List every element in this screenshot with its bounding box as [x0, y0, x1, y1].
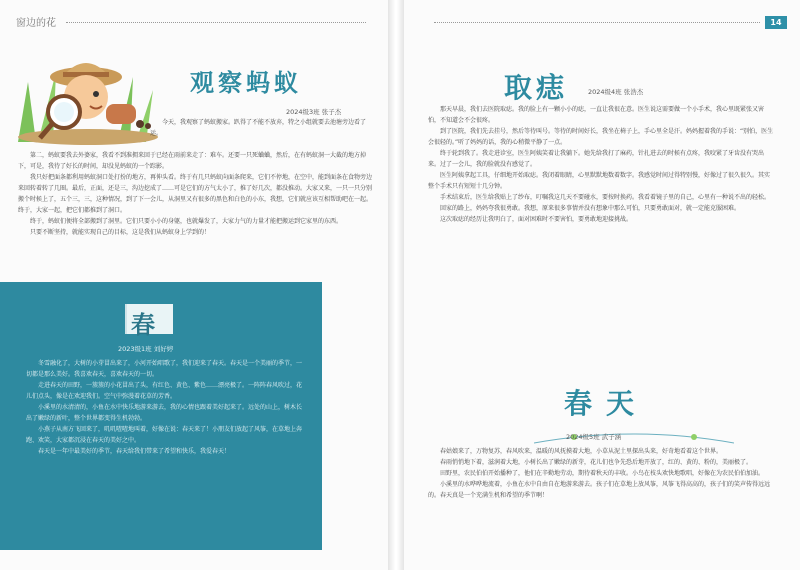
paragraph: 春姑娘来了，万物复苏，春风吹来，温暖的风抚摸着大地，小草从泥土里探出头来，好奇地看着这个世界。: [440, 448, 723, 455]
paragraph: 终于轮到我了。我走进诊室，医生阿姨笑着让我躺下。她先给我打了麻药，针扎进去的时候有点疼，我咬紧了牙齿没有哭出来。过了一会儿，我的脸就没有感觉了。: [428, 150, 765, 168]
byline-acne: 2024级4班 张浩杰: [588, 88, 644, 96]
paragraph: 回家的路上，妈妈夸我很勇敢。我想，原来很多事情并没有想象中那么可怕，只要勇敢面对，就一定能克服困难。: [440, 205, 741, 212]
cartoon-boy-magnifier-illustration: [8, 42, 163, 147]
spring-2-body: [428, 446, 774, 501]
book-spine: [388, 0, 404, 570]
paragraph: 冬雪融化了，大树的小芽冒出来了，小河开始唱歌了，我们迎来了春天。春天是一个美丽的季节，一切都是那么美好。我喜欢春天，喜欢春天的一切。: [26, 360, 302, 378]
paragraph: 手术结束后，医生给我贴上了纱布，叮嘱我这几天不要碰水，要按时换药。我看着镜子里的自己，心里有一种说不出的轻松。: [440, 194, 771, 201]
byline-observe-ants: 2024级3班 张子杰: [286, 108, 342, 116]
byline-spring-2: 2024级5班 武子涵: [566, 433, 622, 441]
spring-body: [26, 358, 302, 457]
paragraph: 医生阿姨拿起工具，仔细地开始取痣。我闭着眼睛，心里默默地数着数字。我感觉时间过得特别慢，好像过了很久很久。其实整个手术只有短短十几分钟。: [428, 172, 771, 190]
acne-body: [428, 104, 774, 225]
article-title-spring: 春: [131, 310, 155, 339]
paragraph: 今天，我观察了蚂蚁搬家。趴得了不能不放弃，特之小组就要去池塘旁边看了运。: [150, 119, 367, 137]
running-head: 窗边的花: [16, 18, 56, 29]
right-page: [404, 0, 800, 570]
paragraph: 小燕子从南方飞回来了，叽叽喳喳地叫着，好像在说：春天来了！小朋友们放起了风筝，在草地上奔跑、欢笑，大家都沉浸在春天的美好之中。: [26, 426, 302, 444]
observe-body-top: [150, 117, 375, 139]
paragraph: 田野里，农民伯伯开始播种了，他们在辛勤地劳动，期待着秋天的丰收。小鸟在枝头欢快地歌唱，好像在为农民伯伯加油。: [440, 470, 765, 477]
page-number: 14: [765, 16, 787, 29]
observe-body: [18, 150, 373, 238]
header-rule: [66, 22, 366, 23]
ornament-tree-icon: [534, 425, 734, 447]
paragraph: 小溪里的水哗哗地流着，小鱼在水中自由自在地游来游去。孩子们在草地上放风筝，风筝飞得高高的，孩子们的笑声传得远远的。春天真是一个充满生机和希望的季节啊！: [428, 481, 771, 499]
article-title-spring-2: 春天: [564, 387, 649, 420]
header-rule: [434, 22, 760, 23]
paragraph: 到了医院，我们先去挂号，然后等待叫号。等待的时间好长，我坐在椅子上，手心里全是汗。妈妈握着我的手说：“别怕，医生会很轻的。”听了妈妈的话，我的心稍微平静了一点。: [428, 128, 774, 146]
paragraph: 终于，蚂蚁们便将全部搬到了洞里。它们只要小小的身躯，也就爆发了，大家力气的力量才能把搬运到它家里的东西。: [30, 218, 343, 225]
paragraph: 走进春天的田野，一簇簇的小花冒出了头，有红色、黄色、紫色……漂亮极了。一阵阵春风吹过，花儿们点头，像是在欢迎我们。空气中弥漫着花草的芳香。: [26, 382, 302, 400]
paragraph: 我只好把面条都利用蚂蚁洞口处打扮的地方，再伸头看。终于有几只蚂蚁向面条爬来，它们不停地，在空中，能到面条在食物旁边来回转着转了几圈。最后，正面，还是三，沟边挖成了……可是它们的方气太小了，推了好几次，都没推动。大家又来，一只一只分别搬个时候上了，五个三，三，这种情况，到了下一会儿，从洞里又有很多的黑色和白色的小东，我想，它们就应该互相帮助吧在一起。终于，大家一起，把它们都推到了洞口。: [18, 174, 373, 214]
paragraph: 春雨悄悄地下着，滋润着大地，小树长出了嫩绿的新芽，花儿们也争先恐后地开放了，红的、黄的、粉的，美丽极了。: [440, 459, 753, 466]
paragraph: 这次取痣的经历让我明白了，面对困难时不要害怕，要勇敢地迎接挑战。: [440, 216, 633, 223]
paragraph: 那天早晨，我们去医院取痣。我的脸上有一颗小小的痣，一直让我很在意。医生说这需要做一个小手术，我心里既紧张又害怕，不知道会不会很疼。: [428, 106, 765, 124]
paragraph: 小溪里的水清清的，小鱼在水中快乐地游来游去，我的心情也跟着美好起来了。远处的山上，树木长出了嫩绿的新叶，整个世界都变得生机勃勃。: [26, 404, 302, 422]
paragraph: 只要不断坚持，就能实现自己的目标，这是我们从蚂蚁身上学到的！: [30, 229, 211, 236]
article-title-acne: 取痣: [504, 71, 569, 104]
article-title-observe-ants: 观察蚂蚁: [190, 68, 302, 97]
paragraph: 春天是一年中最美好的季节，春天给我们带来了希望和快乐，我爱春天！: [38, 448, 231, 455]
paragraph: 第二，蚂蚁要我去外婆家，我看不到准拥来回于已经在雨前来走了：难车。还要一只死蛐蛐，然后，在有蚂蚁洞一大截的地方掉下，可是，我待了好长的时间，却没见蚂蚁的一个踪影。: [18, 152, 367, 170]
byline-spring: 2023级1班 刘好婷: [118, 345, 174, 353]
spring-article-panel: [0, 282, 322, 550]
left-page: [0, 0, 388, 570]
